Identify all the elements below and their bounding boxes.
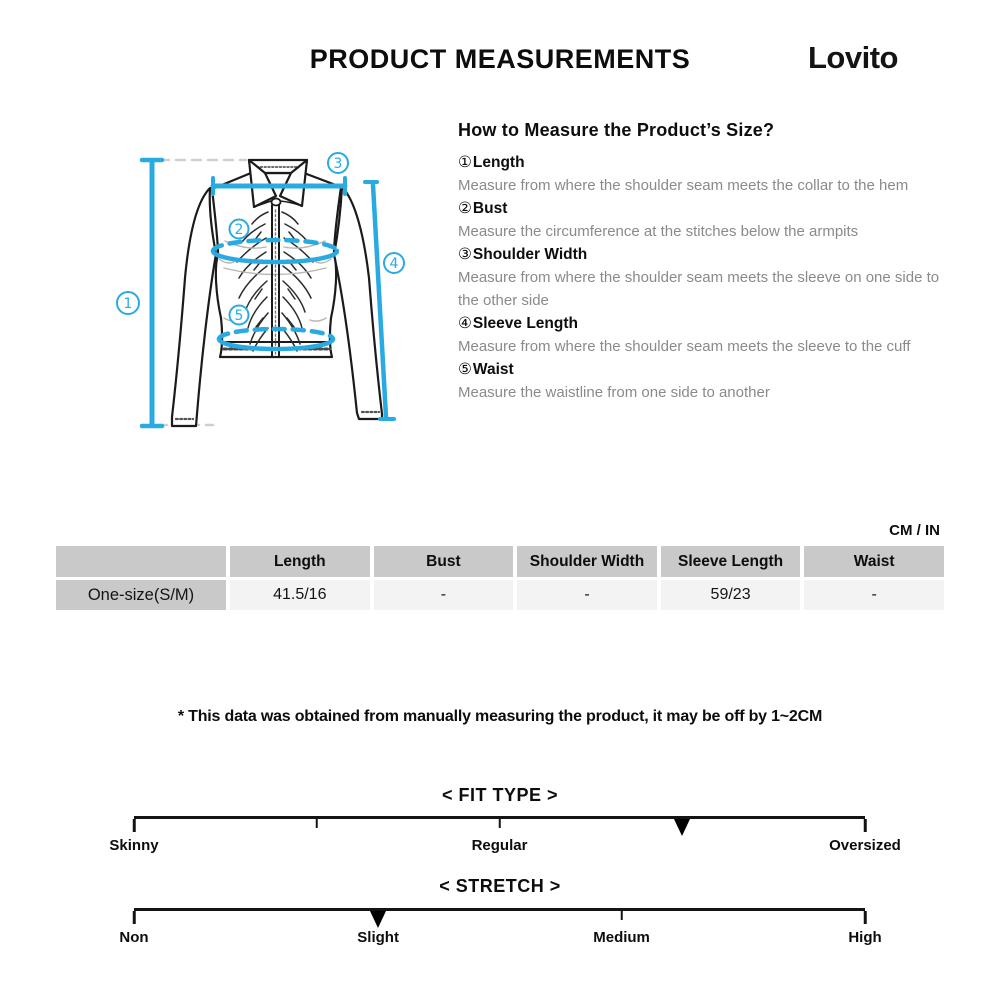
table-header-sleeve-length: Sleeve Length — [661, 546, 801, 577]
neck-button — [272, 199, 281, 206]
scale-tick — [316, 819, 319, 828]
scale-label: Skinny — [109, 837, 159, 854]
bust-value-cell: - — [374, 580, 514, 610]
shoulder-width-value-cell: - — [517, 580, 657, 610]
scale-label: Medium — [593, 929, 650, 946]
waist-value-cell: - — [804, 580, 944, 610]
measure-item-desc: Measure from where the shoulder seam meets the sleeve to the cuff — [458, 338, 911, 355]
scale-label: Regular — [471, 837, 528, 854]
measure-item-title — [458, 151, 942, 174]
table-header-size — [56, 546, 226, 577]
units-label: CM / IN — [889, 522, 940, 539]
scale-marker — [370, 911, 386, 928]
circled-number: ④ — [458, 314, 472, 332]
measure-item-bust — [458, 197, 942, 243]
measure-item-title — [458, 243, 942, 266]
fit-type-scale-line — [134, 816, 865, 837]
scale-tick — [133, 819, 136, 832]
scale-label: Oversized — [829, 837, 901, 854]
measure-item-label: Waist — [472, 361, 514, 378]
measure-item-desc: Measure from where the shoulder seam meets the sleeve on one side to the other side — [458, 269, 940, 309]
left-sleeve — [172, 188, 216, 426]
measure-item-desc: Measure from where the shoulder seam meets the collar to the hem — [458, 177, 909, 194]
measure-item-label: Shoulder Width — [472, 246, 588, 263]
cuff-stitching — [176, 412, 379, 419]
stretch-title: < STRETCH > — [439, 876, 561, 896]
measure-item-title — [458, 197, 942, 220]
measure-item-title — [458, 358, 942, 381]
scale-tick — [498, 819, 501, 828]
circled-number: ③ — [458, 245, 472, 263]
measure-item-sleeve-length — [458, 312, 942, 358]
table-header-shoulder-width: Shoulder Width — [517, 546, 657, 577]
measure-item-length — [458, 151, 942, 197]
scale-label: Slight — [357, 929, 399, 946]
scale-label: High — [848, 929, 882, 946]
disclaimer-note: * This data was obtained from manually measuring the product, it may be off by 1~2CM — [177, 708, 823, 725]
measurements-table — [52, 543, 948, 613]
how-to-measure-section — [458, 118, 942, 404]
scale-tick — [620, 911, 623, 920]
badge-3: 3 — [333, 156, 343, 172]
measure-item-desc: Measure the waistline from one side to another — [458, 384, 770, 401]
measure-item-shoulder-width — [458, 243, 942, 312]
how-to-measure-heading: How to Measure the Product’s Size? — [458, 120, 775, 140]
circled-number: ② — [458, 199, 472, 217]
scale-tick — [133, 911, 136, 924]
scale-tick — [864, 819, 867, 832]
scale-label: Non — [119, 929, 149, 946]
circled-number: ⑤ — [458, 360, 472, 378]
measure-item-waist — [458, 358, 942, 404]
table-header-row — [56, 546, 944, 577]
page-title: PRODUCT MEASUREMENTS — [309, 44, 691, 74]
scale-marker — [674, 819, 690, 836]
fit-type-scale-labels — [109, 837, 901, 857]
badge-1: 1 — [123, 296, 133, 312]
stretch-scale — [119, 908, 882, 968]
measure-item-label: Sleeve Length — [472, 315, 578, 332]
circled-number: ① — [458, 153, 472, 171]
table-header-waist: Waist — [804, 546, 944, 577]
measure-item-desc: Measure the circumference at the stitches below the armpits — [458, 223, 859, 240]
fit-type-scale — [109, 816, 901, 876]
measure-item-label: Length — [472, 154, 525, 171]
brand-logo: Lovito — [808, 40, 898, 75]
size-cell: One-size(S/M) — [56, 580, 226, 610]
table-row — [56, 580, 944, 610]
stretch-scale-line — [134, 908, 865, 929]
measure-item-title — [458, 312, 942, 335]
measure-item-label: Bust — [472, 200, 508, 217]
badge-4: 4 — [389, 256, 399, 272]
length-value-cell: 41.5/16 — [230, 580, 370, 610]
garment-measurement-diagram — [108, 148, 420, 432]
scale-tick — [864, 911, 867, 924]
badge-5: 5 — [234, 308, 244, 324]
sleeve-length-value-cell: 59/23 — [661, 580, 801, 610]
badge-2: 2 — [234, 222, 244, 238]
fit-type-title: < FIT TYPE > — [441, 785, 559, 805]
table-header-length: Length — [230, 546, 370, 577]
table-header-bust: Bust — [374, 546, 514, 577]
stretch-scale-labels — [119, 929, 882, 949]
